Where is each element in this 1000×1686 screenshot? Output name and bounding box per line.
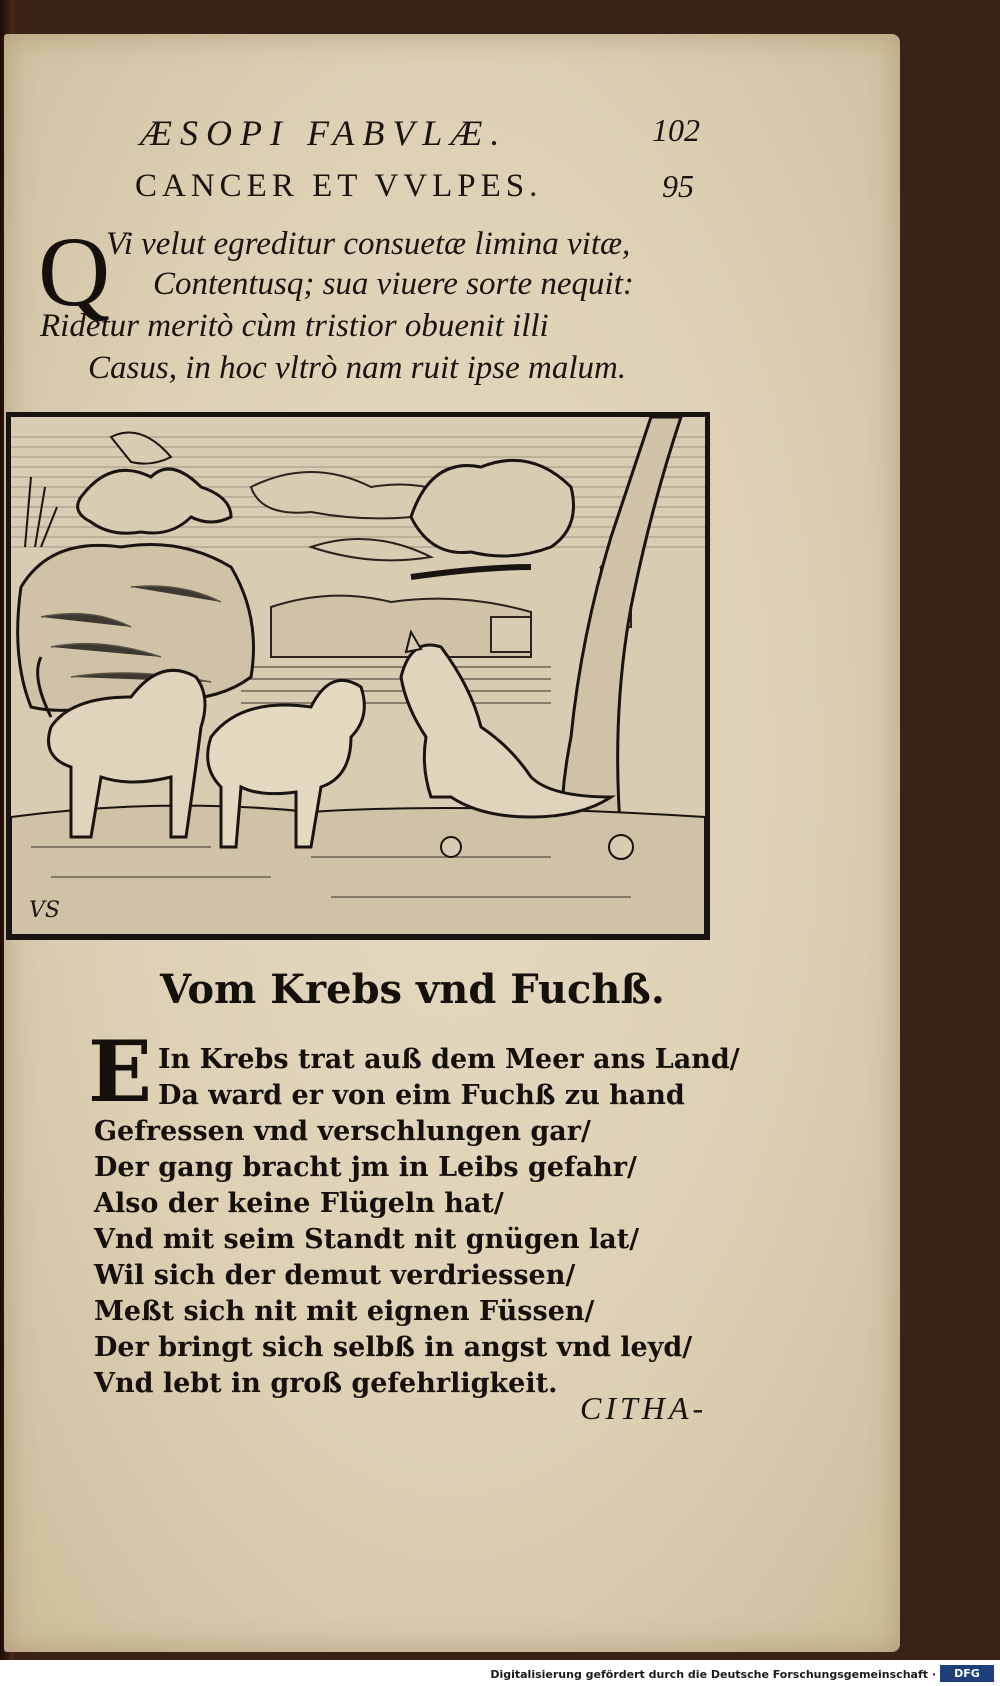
german-verse-line: Also der keine Flügeln hat/	[94, 1188, 504, 1219]
woodcut-drawing	[11, 417, 705, 935]
tree-branch	[411, 567, 531, 577]
rock-outcrop	[18, 545, 254, 711]
dfg-logo: DFG	[940, 1665, 994, 1682]
footer-bar	[0, 1660, 1000, 1686]
german-verse-line: Gefressen vnd verschlungen gar/	[94, 1116, 591, 1147]
latin-verse-line: Contentusq; sua viuere sorte nequit:	[153, 266, 634, 302]
ground	[11, 806, 705, 935]
german-verse-line: Vnd lebt in groß gefehrligkeit.	[94, 1368, 558, 1399]
german-verse-line: Der gang bracht jm in Leibs gefahr/	[94, 1152, 637, 1183]
running-title: ÆSOPI FABVLÆ.	[140, 113, 508, 153]
building	[491, 617, 531, 652]
cloud	[311, 539, 431, 560]
german-verse-line: Da ward er von eim Fuchß zu hand	[158, 1080, 685, 1111]
eagle-left	[78, 469, 231, 533]
artist-monogram: VS	[29, 898, 60, 923]
latin-verse-line: Vi velut egreditur consuetæ limina vitæ,	[106, 226, 631, 262]
funding-credit: Digitalisierung gefördert durch die Deutsche Forschungsgemeinschaft ·	[490, 1668, 936, 1681]
water-lines	[241, 667, 551, 703]
german-verse-line: Wil sich der demut verdriessen/	[94, 1260, 576, 1291]
german-verse-line: In Krebs trat auß dem Meer ans Land/	[158, 1044, 740, 1075]
plant	[441, 837, 461, 857]
latin-dropcap: Q	[38, 216, 111, 327]
page-number: 102	[652, 112, 700, 148]
german-verse-line: Der bringt sich selbß in angst vnd leyd/	[94, 1332, 693, 1363]
stone	[609, 835, 633, 859]
fable-title: CANCER ET VVLPES.	[135, 168, 543, 204]
german-verse-line: Meßt sich nit mit eignen Füssen/	[94, 1296, 595, 1327]
latin-verse-line: Ridetur meritò cùm tristior obuenit illi	[40, 308, 549, 344]
catchword: CITHA-	[580, 1390, 708, 1426]
fable-number: 95	[662, 168, 694, 204]
eagle-right	[411, 460, 574, 556]
woodcut-illustration	[6, 412, 710, 940]
german-title: Vom Krebs vnd Fuchß.	[160, 966, 665, 1013]
german-dropcap: E	[88, 1022, 153, 1121]
german-verse-line: Vnd mit seim Standt nit gnügen lat/	[94, 1224, 640, 1255]
latin-verse-line: Casus, in hoc vltrò nam ruit ipse malum.	[88, 350, 627, 386]
